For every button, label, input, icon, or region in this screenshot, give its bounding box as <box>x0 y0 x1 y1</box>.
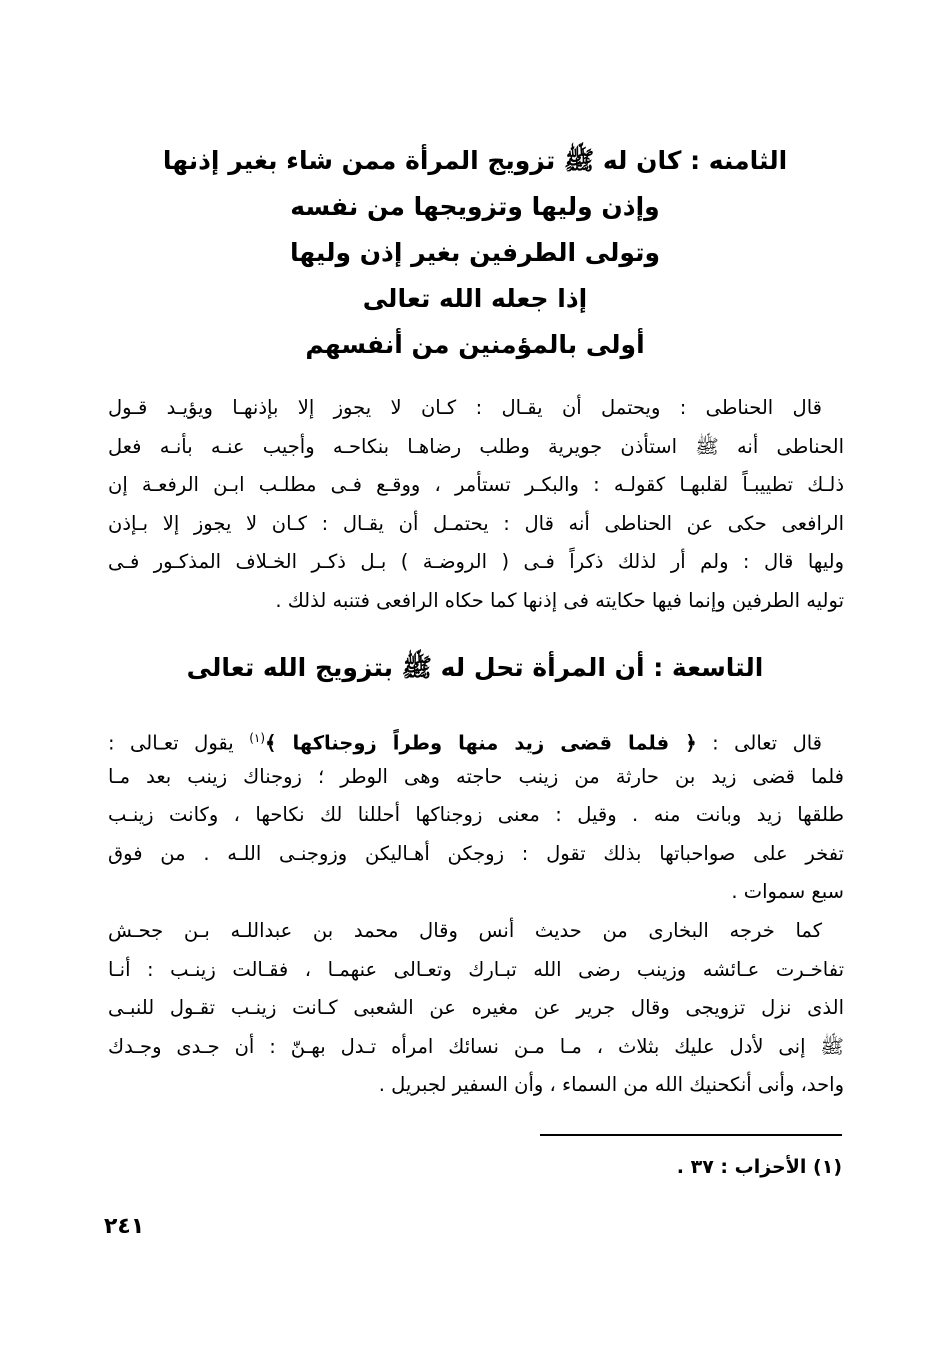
heading-line: الثامنه : كان له ﷺ تزويج المرأة ممن شاء بغير إذنها <box>162 146 788 175</box>
paragraph-hanati <box>108 389 844 621</box>
paragraph-bukhari <box>108 912 844 1105</box>
text-line: فلما قضى زيد بن حارثة من زينب حاجته وهى الوطر ؛ زوجناك زينب بعد مـا <box>108 764 844 788</box>
footnote-ref: (١) <box>249 731 266 745</box>
footnote: (١) الأحزاب : ٣٧ . <box>676 1156 842 1178</box>
heading-line: وتولى الطرفين بغير إذن وليها <box>289 238 661 267</box>
page-number: ٢٤١ <box>104 1214 145 1239</box>
text-line: طلقها زيد وبانت منه . وقيل : معنى زوجناكها أحللنا لك نكاحها ، وكانت زينـب <box>108 803 844 827</box>
text-line: تفخر على صواحباتها بذلك تقول : زوجكن أهـاليكن وزوجنـى اللـه . من فوق <box>108 841 844 865</box>
footnote-divider <box>540 1134 842 1136</box>
verse-commentary-start: يقول تعـالى : <box>108 731 234 755</box>
text-line: تفاخـرت عـائشه وزينب رضى الله تبـارك وتعـالى عنهمـا ، فقـالت زينـب : أنـا <box>108 957 844 981</box>
text-line: واحد، وأنى أنكحنيك الله من السماء ، وأن السفير لجبريل . <box>378 1073 844 1097</box>
text-line: الحناطى أنه ﷺ استأذن جويرية وطلب رضاهـا بنكاحـه وأجيب عنـه بأنـه فعل <box>108 434 844 458</box>
text-line: سبع سموات . <box>731 880 844 904</box>
text-line: قال الحناطى : ويحتمل أن يقـال : كـان لا يجوز إلا بإذنهـا ويؤيـد قـول <box>108 396 822 419</box>
heading-line: إذا جعله الله تعالى <box>362 284 588 313</box>
heading-line: وإذن وليها وتزويجها من نفسه <box>290 192 660 221</box>
section-heading-ninth: التاسعة : أن المرأة تحل له ﷺ بتزويج الله تعالى <box>186 653 764 682</box>
text-line: ذلـك تطييبـاً لقلبهـا كقولـه : والبكـر تستأمر ، ووقـع فـى مطلـب ابـن الرفعـة إن <box>108 473 844 497</box>
section-heading-eighth <box>110 138 840 368</box>
verse-intro: قال تعالى : <box>712 731 823 755</box>
paragraph-quran-verse <box>108 719 844 912</box>
text-line <box>108 719 844 758</box>
text-line: الرافعى حكى عن الحناطى أنه قال : يحتمـل أن يقـال : كـان لا يجوز إلا بـإذن <box>108 511 844 535</box>
heading-line: أولى بالمؤمنين من أنفسهم <box>305 330 645 359</box>
text-line: توليه الطرفين وإنما فيها حكايته فى إذنها كما حكاه الرافعى فتنبه لذلك . <box>275 588 844 612</box>
quran-verse: ﴿ فلما قضى زيد منها وطراً زوجناكها ﴾ <box>265 731 697 755</box>
text-line: ﷺ إنى لأدل عليك بثلاث ، مـا مـن نسائك امرأه تـدل بهـنّ : أن جـدى وجـدك <box>108 1034 844 1058</box>
text-line: الذى نزل تزويجى وقال جرير عن مغيره عن الشعبى كـانت زينـب تقـول للنبـى <box>108 996 844 1020</box>
text-line: كما خرجه البخارى من حديث أنس وقال محمد بن عبداللـه بـن جحـش <box>108 919 822 942</box>
text-line: وليها قال : ولم أر لذلك ذكراً فـى ( الروضـة ) بـل ذكـر الخـلاف المذكـور فـى <box>108 550 844 574</box>
